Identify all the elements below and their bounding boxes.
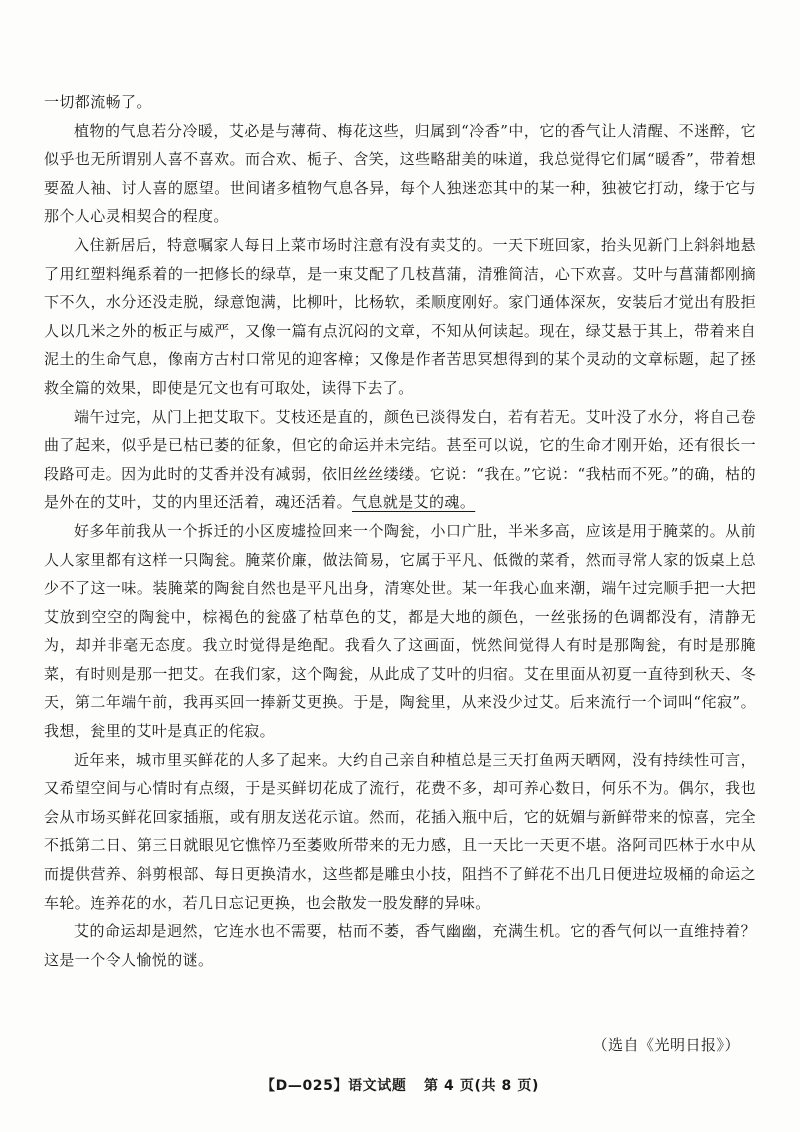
paragraph-1: 植物的气息若分冷暖，艾必是与薄荷、梅花这些，归属到“冷香”中，它的香气让人清醒、不迷醉，它似乎也无所谓别人喜不喜欢。而合欢、栀子、含笑，这些略甜美的味道，我总觉得它们属“暖香”，带着想要盈人袖、讨人喜的愿望。世间诸多植物气息各异，每个人独迷恋其中的某一种，独被它打动，缘于它与那个人心灵相契合的程度。 <box>44 121 756 226</box>
paragraph-6: 艾的命运却是迥然，它连水也不需要，枯而不萎，香气幽幽，充满生机。它的香气何以一直维持着？这是一个令人愉悦的谜。 <box>44 922 756 969</box>
page-number: 第 4 页(共 8 页) <box>423 1078 539 1094</box>
underlined-sentence: 气息就是艾的魂。 <box>352 493 476 512</box>
paragraph-2: 入住新居后，特意嘱家人每日上菜市场时注意有没有卖艾的。一天下班回家，抬头见新门上斜斜地悬了用红塑料绳系着的一把修长的绿草，是一束艾配了几枝菖蒲，清雅简洁，心下欢喜。艾叶与菖蒲都刚摘下不久，水分还没走脱，绿意饱满，比柳叶，比杨软，柔顺度刚好。家门通体深灰，安装后才觉出有股拒人以几米之外的板正与威严，又像一篇有点沉闷的文章，不知从何读起。现在，绿艾悬于其上，带着来自泥土的生命气息，像南方古村口常见的迎客樟；又像是作者苦思冥想得到的某个灵动的文章标题，起了拯救全篇的效果，即使是冗文也有可取处，读得下去了。 <box>44 235 756 397</box>
paragraph-continuation: 一切都流畅了。 <box>44 93 152 111</box>
article-body <box>44 88 756 974</box>
paragraph-4: 好多年前我从一个拆迁的小区废墟捡回来一个陶瓮，小口广肚，半米多高，应该是用于腌菜的。从前人人家里都有这样一只陶瓮。腌菜价廉，做法简易，它属于平凡、低微的菜肴，然而寻常人家的饭桌上总少不了这一味。装腌菜的陶瓮自然也是平凡出身，清寒处世。某一年我心血来潮，端午过完顺手把一大把艾放到空空的陶瓮中，棕褐色的瓮盛了枯草色的艾，都是大地的颜色，一丝张扬的色调都没有，清静无为，却并非毫无态度。我立时觉得是绝配。我看久了这画面，恍然间觉得人有时是那陶瓮，有时是那腌菜，有时则是那一把艾。在我们家，这个陶瓮，从此成了艾叶的归宿。艾在里面从初夏一直待到秋天、冬天，第二年端午前，我再买回一捧新艾更换。于是，陶瓮里，从来没少过艾。后来流行一个词叫“侘寂”。我想，瓮里的艾叶是真正的侘寂。 <box>44 521 756 741</box>
exam-code: 【D—025】语文试题 <box>261 1078 407 1094</box>
page-footer <box>0 1075 800 1095</box>
paragraph-5: 近年来，城市里买鲜花的人多了起来。大约自己亲自种植总是三天打鱼两天晒网，没有持续性可言，又希望空间与心情时有点缀，于是买鲜切花成了流行，花费不多，却可养心数日，何乐不为。偶尔，我也会从市场买鲜花回家插瓶，或有朋友送花示谊。然而，花插入瓶中后，它的妩媚与新鲜带来的惊喜，完全不抵第二日、第三日就眼见它憔悴乃至萎败所带来的无力感，且一天比一天更不堪。洛阿司匹林于水中从而提供营养、斜剪根部、每日更换清水，这些都是雕虫小技，阻挡不了鲜花不出几日便进垃圾桶的命运之车轮。连养花的水，若几日忘记更换，也会散发一股发酵的异味。 <box>44 750 756 912</box>
source-citation: （选自《光明日报》） <box>592 1036 740 1054</box>
paragraph-3-text: 端午过完，从门上把艾取下。艾枝还是直的，颜色已淡得发白，若有若无。艾叶没了水分，将自己卷曲了起来，似乎是已枯已萎的征象，但它的命运并未完结。甚至可以说，它的生命才刚开始，还有很长一段路可走。因为此时的艾香并没有减弱，依旧丝丝缕缕。它说：“我在。”它说：“我枯而不死。”的确，枯的是外在的艾叶，艾的内里还活着，魂还活着。 <box>44 407 756 512</box>
paragraph-3 <box>44 403 756 517</box>
